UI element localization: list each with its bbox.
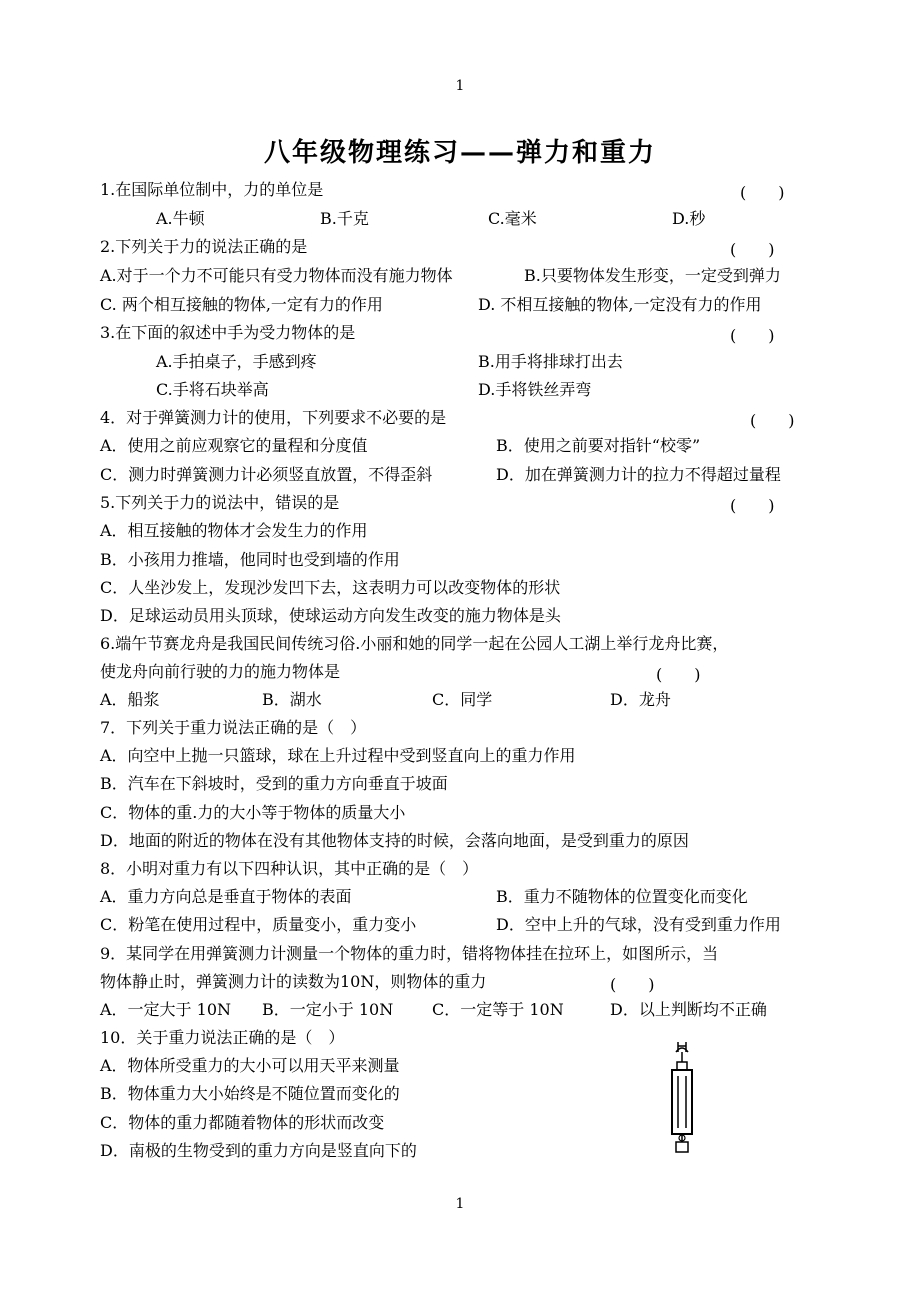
question-2-option-b: B.只要物体发生形变，一定受到弹力: [524, 266, 781, 285]
question-1-option-b: B.千克: [320, 209, 369, 228]
question-2-option-a: A.对于一个力不可能只有受力物体而没有施力物体: [100, 266, 453, 285]
question-5-option-d: D．足球运动员用头顶球，使球运动方向发生改变的施力物体是头: [100, 606, 561, 625]
question-5-option-c: C．人坐沙发上，发现沙发凹下去，这表明力可以改变物体的形状: [100, 578, 561, 597]
page-number-top: 1: [455, 78, 465, 94]
question-6-stem-continued: 使龙舟向前行驶的力的施力物体是: [100, 662, 341, 681]
question-3-answer-paren: ( ): [730, 326, 775, 345]
question-5-option-a: A．相互接触的物体才会发生力的作用: [100, 521, 368, 540]
question-10-option-a: A．物体所受重力的大小可以用天平来测量: [100, 1056, 400, 1075]
question-8-option-c: C．粉笔在使用过程中，质量变小，重力变小: [100, 915, 417, 934]
question-5-answer-paren: ( ): [730, 496, 775, 515]
question-7-option-c: C．物体的重.力的大小等于物体的质量大小: [100, 803, 406, 822]
question-1-option-c: C.毫米: [488, 209, 537, 228]
question-8-stem: 8．小明对重力有以下四种认识，其中正确的是（ ）: [100, 859, 479, 878]
question-6-option-b: B．湖水: [262, 690, 322, 709]
question-10-option-c: C．物体的重力都随着物体的形状而改变: [100, 1113, 385, 1132]
question-8-option-a: A．重力方向总是垂直于物体的表面: [100, 887, 352, 906]
question-5-option-b: B．小孩用力推墙，他同时也受到墙的作用: [100, 550, 400, 569]
question-7-option-a: A．向空中上抛一只篮球，球在上升过程中受到竖直向上的重力作用: [100, 746, 576, 765]
question-4-option-d: D．加在弹簧测力计的拉力不得超过量程: [496, 465, 781, 484]
question-10-stem: 10．关于重力说法正确的是（ ）: [100, 1028, 345, 1047]
question-5-stem: 5.下列关于力的说法中，错误的是: [100, 493, 340, 512]
question-10-option-b: B．物体重力大小始终是不随位置而变化的: [100, 1084, 400, 1103]
question-9-option-b: B．一定小于 10N: [262, 1000, 394, 1019]
question-6-answer-paren: ( ): [656, 665, 701, 684]
question-1-answer-paren: ( ): [740, 183, 785, 202]
question-7-option-b: B．汽车在下斜坡时，受到的重力方向垂直于坡面: [100, 774, 448, 793]
page-number-bottom: 1: [455, 1196, 465, 1212]
question-7-option-d: D．地面的附近的物体在没有其他物体支持的时候，会落向地面，是受到重力的原因: [100, 831, 689, 850]
question-9-option-a: A．一定大于 10N: [100, 1000, 232, 1019]
question-9-answer-paren: ( ): [610, 975, 655, 994]
question-6-stem: 6.端午节赛龙舟是我国民间传统习俗.小丽和她的同学一起在公园人工湖上举行龙舟比赛，: [100, 634, 729, 653]
question-9-stem-continued: 物体静止时，弹簧测力计的读数为10N，则物体的重力: [100, 972, 487, 991]
spring-scale-figure: [662, 1040, 702, 1156]
question-2-option-c: C. 两个相互接触的物体,一定有力的作用: [100, 295, 383, 314]
question-8-option-b: B．重力不随物体的位置变化而变化: [496, 887, 748, 906]
question-2-answer-paren: ( ): [730, 240, 775, 259]
question-6-option-d: D．龙舟: [610, 690, 671, 709]
question-3-stem: 3.在下面的叙述中手为受力物体的是: [100, 323, 356, 342]
question-4-stem: 4．对于弹簧测力计的使用，下列要求不必要的是: [100, 408, 447, 427]
question-6-option-a: A．船浆: [100, 690, 160, 709]
question-4-option-a: A．使用之前应观察它的量程和分度值: [100, 436, 368, 455]
question-9-stem: 9．某同学在用弹簧测力计测量一个物体的重力时，错将物体挂在拉环上，如图所示，当: [100, 944, 719, 963]
question-2-option-d: D. 不相互接触的物体,一定没有力的作用: [478, 295, 762, 314]
question-1-option-a: A.牛顿: [156, 209, 205, 228]
question-1-option-d: D.秒: [672, 209, 706, 228]
question-1-stem: 1.在国际单位制中，力的单位是: [100, 180, 324, 199]
question-10-option-d: D．南极的生物受到的重力方向是竖直向下的: [100, 1141, 417, 1160]
question-9-option-c: C．一定等于 10N: [432, 1000, 564, 1019]
question-7-stem: 7．下列关于重力说法正确的是（ ）: [100, 718, 367, 737]
question-3-option-d: D.手将铁丝弄弯: [478, 380, 592, 399]
question-4-option-c: C．测力时弹簧测力计必须竖直放置，不得歪斜: [100, 465, 433, 484]
question-6-option-c: C．同学: [432, 690, 493, 709]
question-3-option-c: C.手将石块举高: [156, 380, 269, 399]
question-3-option-b: B.用手将排球打出去: [478, 352, 623, 371]
question-8-option-d: D．空中上升的气球，没有受到重力作用: [496, 915, 781, 934]
question-3-option-a: A.手拍桌子，手感到疼: [156, 352, 317, 371]
question-4-option-b: B．使用之前要对指针“校零”: [496, 436, 701, 455]
question-9-option-d: D．以上判断均不正确: [610, 1000, 767, 1019]
page-title: 八年级物理练习——弹力和重力: [263, 138, 656, 168]
question-2-stem: 2.下列关于力的说法正确的是: [100, 237, 308, 256]
question-4-answer-paren: ( ): [750, 411, 795, 430]
